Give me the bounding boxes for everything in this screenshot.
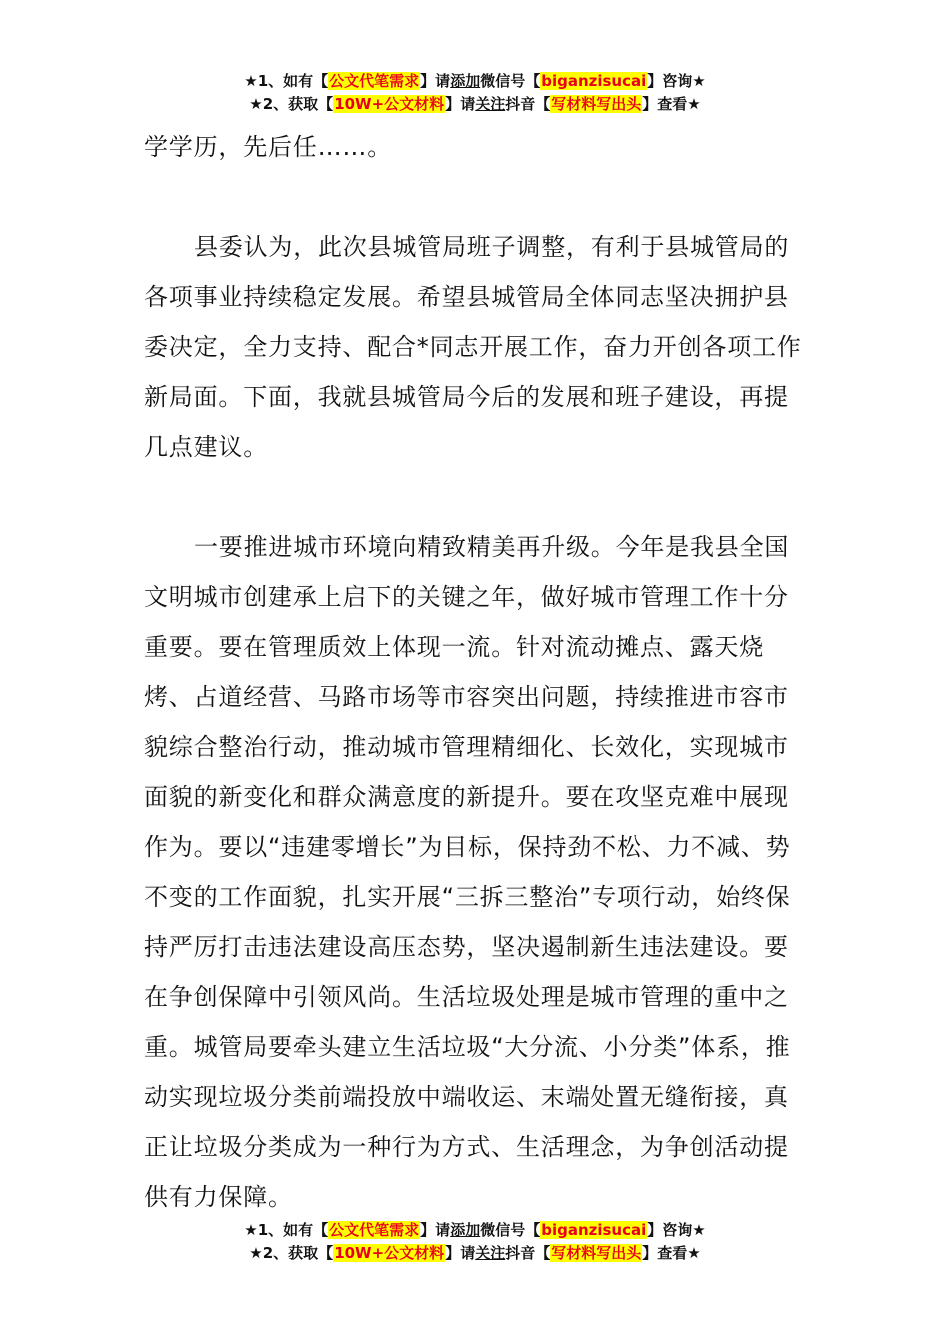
banner-text: ★2、获取【 <box>249 95 334 113</box>
banner-line-2 <box>0 93 950 116</box>
highlight-service: 公文代笔需求 <box>329 1221 420 1239</box>
highlight-account: 写材料写出头 <box>551 1244 642 1262</box>
banner-text: 微信号【 <box>480 72 541 90</box>
highlight-wechat-id: biganzisucai <box>541 1221 647 1239</box>
paragraph-city-environment: 一要推进城市环境向精致精美再升级。今年是我县全国文明城市创建承上启下的关键之年，做好城市管理工作十分重要。要在管理质效上体现一流。针对流动摊点、露天烧烤、占道经营、马路市场等市容突出问题，持续推进市容市貌综合整治行动，推动城市管理精细化、长效化，实现城市面貌的新变化和群众满意度的新提升。要在攻坚克难中展现作为。要以“违建零增长”为目标，保持劲不松、力不减、势不变的工作面貌，扎实开展“三拆三整治”专项行动，始终保持严厉打击违法建设高压态势，坚决遏制新生违法建设。要在争创保障中引领风尚。生活垃圾处理是城市管理的重中之重。城管局要牵头建立生活垃圾“大分流、小分类”体系，推动实现垃圾分类前端投放中端收运、末端处置无缝衔接，真正让垃圾分类成为一种行为方式、生活理念，为争创活动提供有力保障。 <box>144 533 791 1211</box>
paragraph-gap <box>144 472 808 522</box>
footer-banner <box>0 1219 950 1265</box>
banner-line-1 <box>0 1219 950 1242</box>
paragraph-continuation: 学学历，先后任……。 <box>144 133 392 161</box>
highlight-service: 公文代笔需求 <box>329 72 420 90</box>
underlined-word: 添加 <box>450 1221 481 1239</box>
highlight-account: 写材料写出头 <box>551 95 642 113</box>
banner-text: 】请 <box>420 72 451 90</box>
banner-text: 微信号【 <box>480 1221 541 1239</box>
highlight-materials: 10W+公文材料 <box>334 1244 445 1262</box>
banner-text: 抖音【 <box>505 95 551 113</box>
banner-text: 】查看★ <box>642 95 701 113</box>
banner-line-2 <box>0 1242 950 1265</box>
highlight-materials: 10W+公文材料 <box>334 95 445 113</box>
underlined-word: 添加 <box>450 72 481 90</box>
banner-text: 】查看★ <box>642 1244 701 1262</box>
banner-text: ★2、获取【 <box>249 1244 334 1262</box>
banner-text: 抖音【 <box>505 1244 551 1262</box>
underlined-word: 关注 <box>475 1244 506 1262</box>
banner-text: ★1、如有【 <box>244 72 329 90</box>
banner-text: 】请 <box>445 95 476 113</box>
banner-text: ★1、如有【 <box>244 1221 329 1239</box>
banner-text: 】请 <box>445 1244 476 1262</box>
underlined-word: 关注 <box>475 95 506 113</box>
banner-text: 】请 <box>420 1221 451 1239</box>
paragraph-gap <box>144 172 808 222</box>
banner-line-1 <box>0 70 950 93</box>
header-banner <box>0 70 950 116</box>
banner-text: 】咨询★ <box>647 1221 706 1239</box>
paragraph-county-committee: 县委认为，此次县城管局班子调整，有利于县城管局的各项事业持续稳定发展。希望县城管局全体同志坚决拥护县委决定，全力支持、配合*同志开展工作，奋力开创各项工作新局面。下面，我就县城管局今后的发展和班子建设，再提几点建议。 <box>144 233 802 461</box>
highlight-wechat-id: biganzisucai <box>541 72 647 90</box>
document-body <box>144 122 808 1222</box>
banner-text: 】咨询★ <box>647 72 706 90</box>
